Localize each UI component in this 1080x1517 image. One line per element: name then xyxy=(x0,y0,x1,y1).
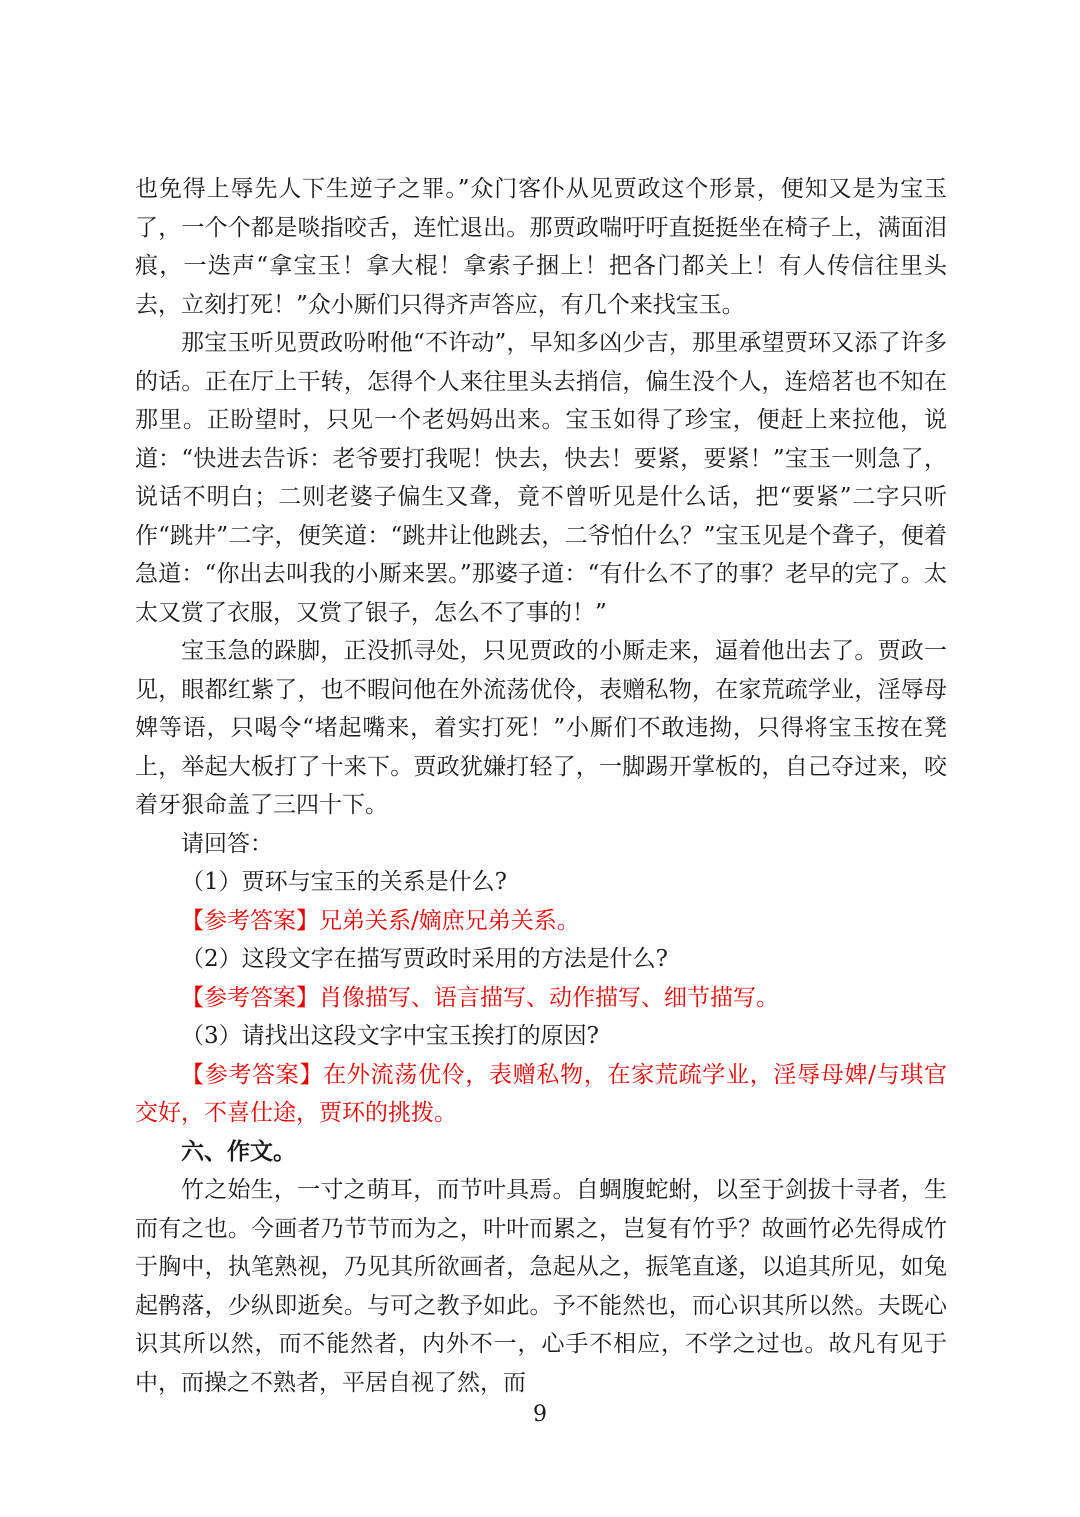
answer-2: 【参考答案】肖像描写、语言描写、动作描写、细节描写。 xyxy=(181,984,779,1011)
page-number: 9 xyxy=(533,1402,547,1427)
prompt-please-answer: 请回答： xyxy=(181,830,273,857)
paragraph-continuation: 也免得上辱先人下生逆子之罪。”众门客仆从见贾政这个形景，便知又是为宝玉了，一个个都是啖指咬舌，连忙退出。那贾政喘吁吁直挺挺坐在椅子上，满面泪痕，一迭声“拿宝玉！拿大棍！拿索子捆上！把各门都关上！有人传信往里头去，立刻打死！”众小厮们只得齐声答应，有几个来找宝玉。 xyxy=(135,176,947,318)
question-2: （2）这段文字在描写贾政时采用的方法是什么? xyxy=(181,946,668,972)
paragraph-beating: 宝玉急的跺脚，正没抓寻处，只见贾政的小厮走来，逼着他出去了。贾政一见，眼都红紫了，也不暇问他在外流荡优伶，表赠私物，在家荒疏学业，淫辱母婢等语，只喝令“堵起嘴来，着实打死！”小厮们不敢违拗，只得将宝玉按在凳上，举起大板打了十来下。贾政犹嫌打轻了，一脚踢开掌板的，自己夺过来，咬着牙狠命盖了三四十下。 xyxy=(135,638,947,818)
answer-1: 【参考答案】兄弟关系/嫡庶兄弟关系。 xyxy=(181,907,580,934)
paragraph-baoyu-waiting: 那宝玉听见贾政吩咐他“不许动”，早知多凶少吉，那里承望贾环又添了许多的话。正在厅上干转，怎得个人来往里头去捎信，偏生没个人，连焙茗也不知在那里。正盼望时，只见一个老妈妈出来。宝玉如得了珍宝，便赶上来拉他，说道：“快进去告诉：老爷要打我呢！快去，快去！要紧，要紧！”宝玉一则急了，说话不明白；二则老婆子偏生又聋，竟不曾听见是什么话，把“要紧”二字只听作“跳井”二字，便笑道：“跳井让他跳去，二爷怕什么？”宝玉见是个聋子，便着急道：“你出去叫我的小厮来罢。”那婆子道：“有什么不了的事？老早的完了。太太又赏了衣服，又赏了银子，怎么不了事的！” xyxy=(135,330,947,626)
page-content xyxy=(135,170,947,1402)
answer-3: 【参考答案】在外流荡优伶，表赠私物，在家荒疏学业，淫辱母婢/与琪官交好，不喜仕途，贾环的挑拨。 xyxy=(135,1061,947,1126)
question-3: （3）请找出这段文字中宝玉挨打的原因? xyxy=(181,1023,599,1049)
question-1: （1）贾环与宝玉的关系是什么? xyxy=(181,869,507,895)
essay-passage: 竹之始生，一寸之萌耳，而节叶具焉。自蜩腹蛇蚹，以至于剑拔十寻者，生而有之也。今画者乃节节而为之，叶叶而累之，岂复有竹乎？故画竹必先得成竹于胸中，执笔熟视，乃见其所欲画者，急起从之，振笔直遂，以追其所见，如兔起鹘落，少纵即逝矣。与可之教予如此。予不能然也，而心识其所以然。夫既心识其所以然，而不能然者，内外不一，心手不相应，不学之过也。故凡有见于中，而操之不熟者，平居自视了然，而 xyxy=(135,1177,947,1396)
section-title-composition: 六、作文。 xyxy=(181,1137,296,1165)
